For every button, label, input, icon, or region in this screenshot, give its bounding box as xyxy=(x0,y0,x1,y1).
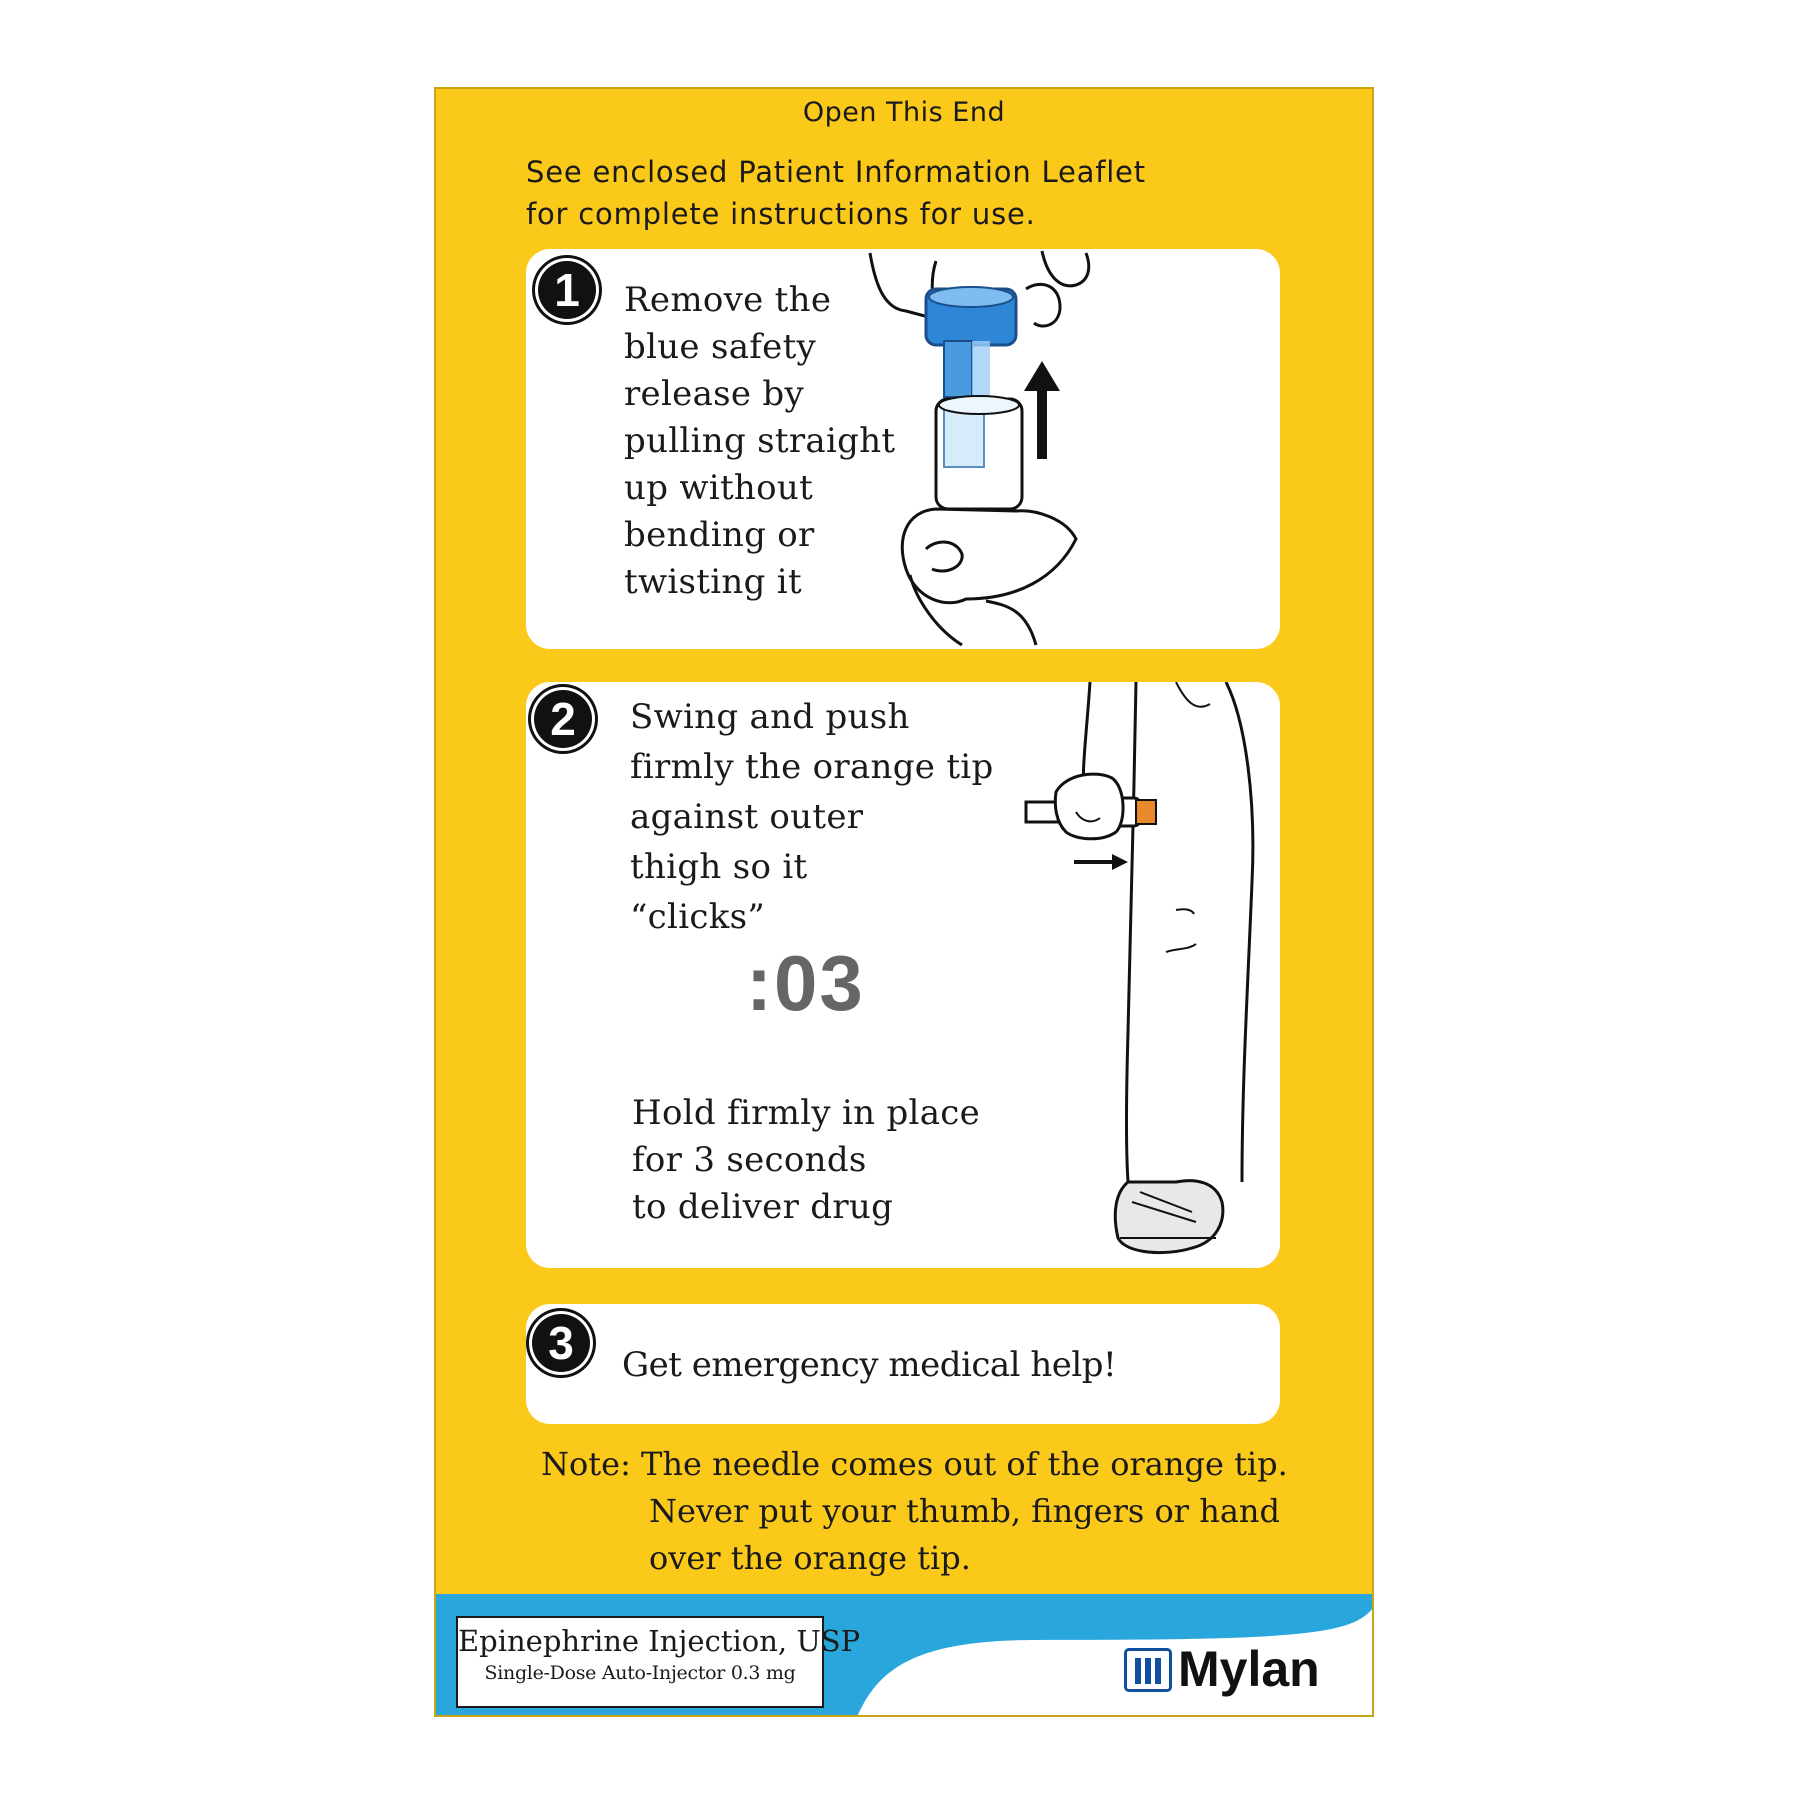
remove-safety-release-illustration xyxy=(866,249,1106,649)
step-1-panel xyxy=(526,249,1280,649)
open-this-end-label: Open This End xyxy=(802,97,1006,128)
footer-band xyxy=(436,1594,1374,1717)
instruction-card xyxy=(434,87,1374,1717)
step-2-instructions xyxy=(630,692,994,942)
step-3-instructions xyxy=(622,1342,1116,1389)
step-1-line: Remove the xyxy=(624,280,832,320)
note-line: Note: The needle comes out of the orange tip. xyxy=(541,1445,1288,1483)
step-1-line: bending or xyxy=(624,515,815,555)
leaflet-notice-line: See enclosed Patient Information Leaflet xyxy=(526,155,1146,189)
step-2-hold-instructions xyxy=(632,1090,980,1231)
step-2-line: firmly the orange tip xyxy=(630,747,994,787)
step-2-hold-line: for 3 seconds xyxy=(632,1140,867,1180)
leaflet-notice-line: for complete instructions for use. xyxy=(526,197,1036,231)
step-1-line: pulling straight xyxy=(624,421,896,461)
needle-warning-note xyxy=(541,1441,1288,1582)
step-1-line: blue safety xyxy=(624,327,817,367)
step-3-panel xyxy=(526,1304,1280,1424)
step-1-instructions xyxy=(624,277,895,606)
step-2-panel xyxy=(526,682,1280,1268)
step-2-line: thigh so it xyxy=(630,847,808,887)
leaflet-notice xyxy=(526,151,1146,235)
note-line: Never put your thumb, fingers or hand xyxy=(649,1492,1280,1530)
step-2-line: against outer xyxy=(630,797,864,837)
step-1-line: twisting it xyxy=(624,562,802,602)
drug-name: Epinephrine Injection, USP xyxy=(458,1624,861,1658)
step-1-line: release by xyxy=(624,374,804,414)
three-second-timer: :03 xyxy=(746,939,865,1027)
step-2-line: Swing and push xyxy=(630,697,910,737)
drug-label-box xyxy=(456,1616,861,1708)
step-2-hold-line: Hold firmly in place xyxy=(632,1093,981,1133)
step-1-line: up without xyxy=(624,468,814,508)
step-1-number: 1 xyxy=(538,261,596,319)
drug-description: Single-Dose Auto-Injector 0.3 mg xyxy=(484,1662,796,1684)
step-2-hold-line: to deliver drug xyxy=(632,1187,894,1227)
mylan-logo-icon xyxy=(1124,1648,1172,1692)
step-2-line: “clicks” xyxy=(630,897,766,937)
thigh-injection-illustration xyxy=(1016,682,1276,1268)
step-3-number: 3 xyxy=(532,1314,590,1372)
step-2-number: 2 xyxy=(534,690,592,748)
mylan-brand-name: Mylan xyxy=(1178,1641,1320,1697)
step-3-line: Get emergency medical help! xyxy=(622,1345,1117,1385)
note-line: over the orange tip. xyxy=(649,1539,971,1577)
